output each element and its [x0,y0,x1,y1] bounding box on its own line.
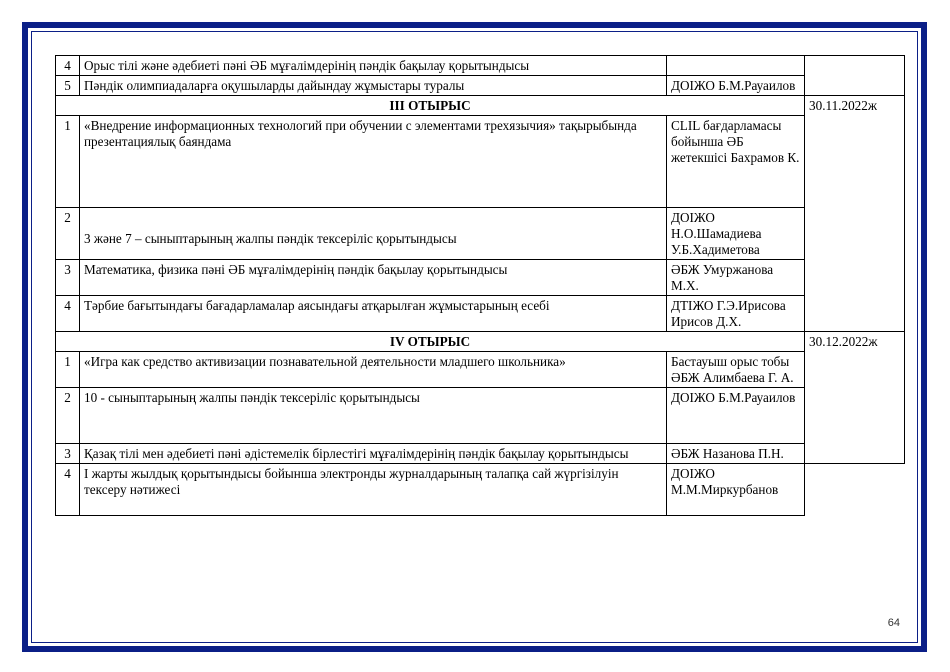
row-topic: Математика, физика пәні ӘБ мұғалімдерінің пәндік бақылау қорытындысы [80,260,667,296]
row-topic: 3 және 7 – сыныптарының жалпы пәндік тексерiліс қорытындысы [80,208,667,260]
row-responsible: CLIL бағдарламасы бойынша ӘБ жетекшісі Бахрамов К. [667,116,805,208]
row-topic: Пәндік олимпиадаларға оқушыларды дайындау жұмыстары туралы [80,76,667,96]
row-topic: «Внедрение информационных технологий при обучении с элементами трехязычия» тақырыбында презентациялық баяндама [80,116,667,208]
row-number: 4 [56,464,80,516]
row-number: 3 [56,444,80,464]
row-topic: «Игра как средство активизации познавательной деятельности младшего школьника» [80,352,667,388]
row-number: 3 [56,260,80,296]
table-row [56,444,905,464]
row-responsible: Бастауыш орыс тобы ӘБЖ Алимбаева Г. А. [667,352,805,388]
table-row [56,260,905,296]
section-title: III ОТЫРЫС [56,96,805,116]
table-row [56,296,905,332]
row-number: 2 [56,388,80,444]
row-topic: Тәрбие бағытындағы бағадарламалар аясындағы атқарылған жұмыстарының есебі [80,296,667,332]
row-number: 1 [56,116,80,208]
table-row [56,116,905,208]
table-row [56,352,905,388]
row-number: 1 [56,352,80,388]
row-topic: Қазақ тілі мен әдебиеті пәні әдістемелік бірлестігі мұғалімдерінің пәндік бақылау қорытындысы [80,444,667,464]
section-header-row [56,332,905,352]
meeting-plan-table [55,55,905,516]
row-number: 2 [56,208,80,260]
row-topic: І жарты жылдық қорытындысы бойынша электронды журналдарының талапқа сай жүргізілуін тексеру нәтижесі [80,464,667,516]
table-row [56,208,905,260]
row-responsible: ДОІЖО М.М.Миркурбанов [667,464,805,516]
section-date: 30.12.2022ж [805,332,905,464]
page-number: 64 [887,617,900,629]
date-cell-empty [805,56,905,96]
row-number: 5 [56,76,80,96]
row-responsible: ДТІЖО Г.Э.Ирисова Ирисов Д.Х. [667,296,805,332]
section-header-row [56,96,905,116]
row-responsible: ӘБЖ Назанова П.Н. [667,444,805,464]
row-responsible: ДОІЖО Б.М.Рауаилов [667,76,805,96]
row-number: 4 [56,296,80,332]
row-topic: 10 - сыныптарының жалпы пәндік тексерiліс қорытындысы [80,388,667,444]
row-responsible [667,56,805,76]
row-responsible: ДОІЖО Б.М.Рауаилов [667,388,805,444]
section-title: IV ОТЫРЫС [56,332,805,352]
row-number: 4 [56,56,80,76]
row-topic: Орыс тілі және әдебиеті пәні ӘБ мұғалімдерінің пәндік бақылау қорытындысы [80,56,667,76]
table-row [56,388,905,444]
table-row [56,464,905,516]
row-responsible: ДОІЖО Н.О.Шамадиева У.Б.Хадиметова [667,208,805,260]
table-row [56,56,905,76]
table-row [56,76,905,96]
section-date: 30.11.2022ж [805,96,905,332]
row-responsible: ӘБЖ Умуржанова М.Х. [667,260,805,296]
